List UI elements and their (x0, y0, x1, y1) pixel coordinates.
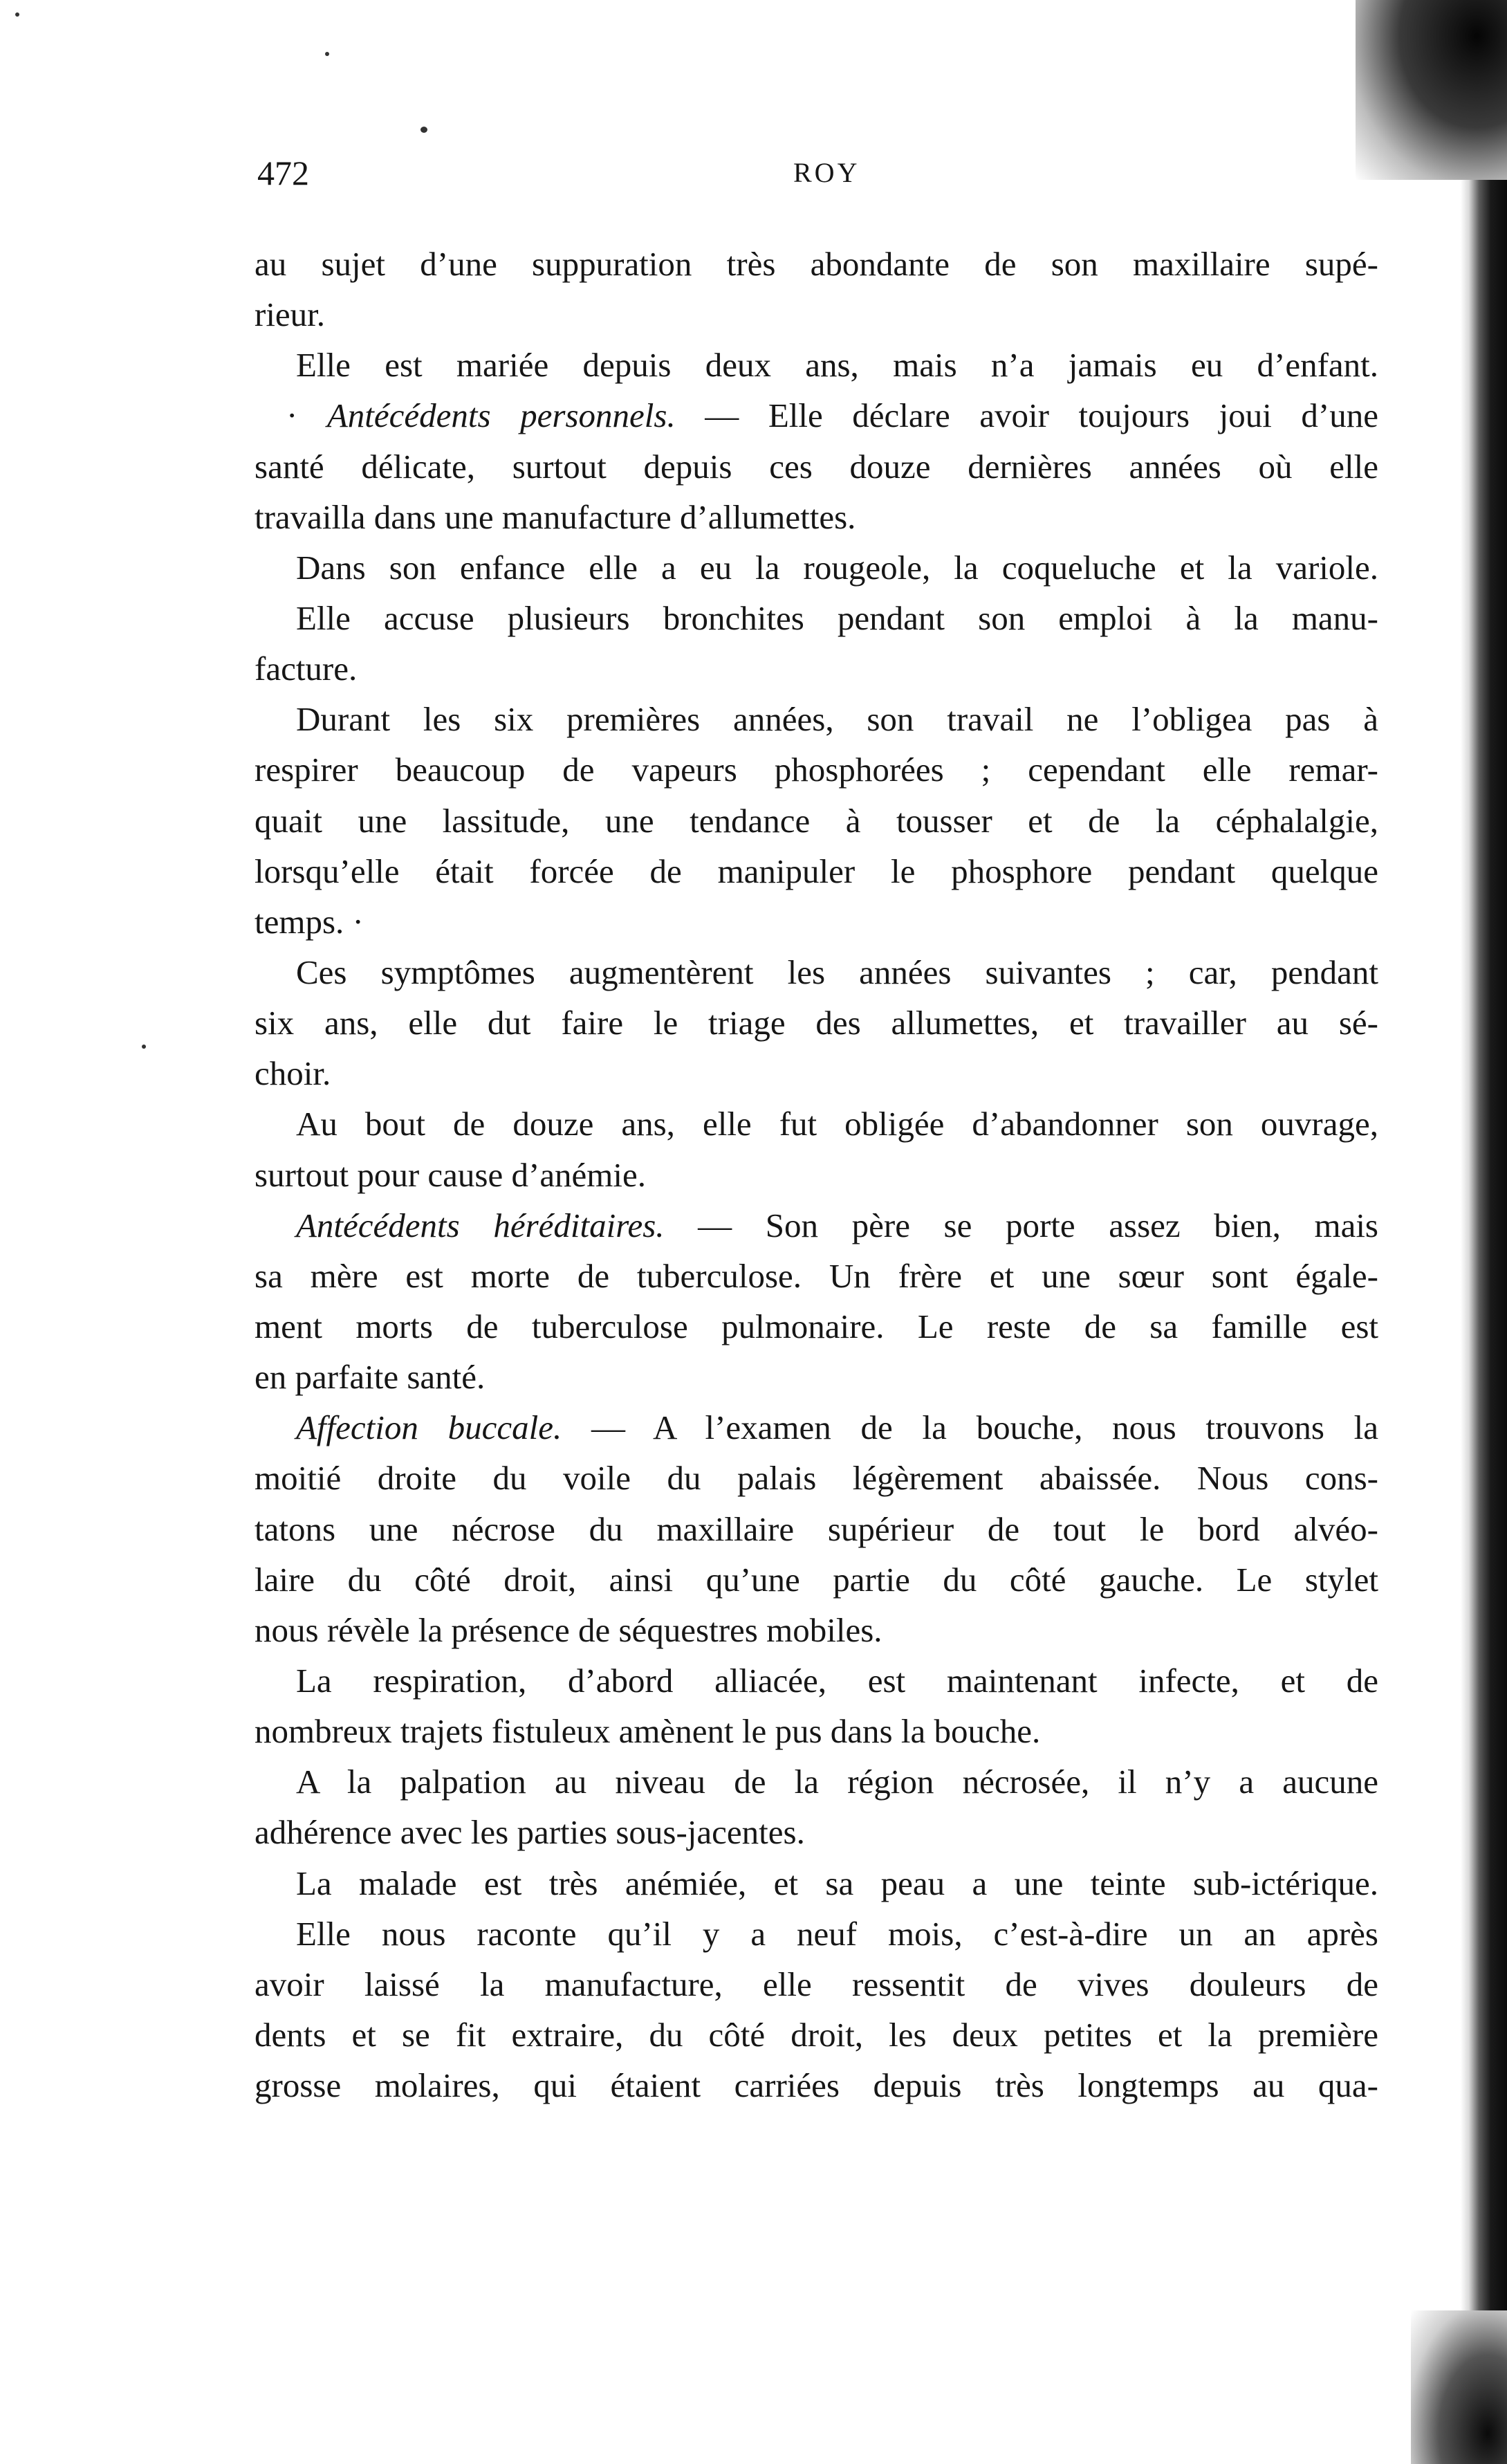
page-number: 472 (257, 154, 309, 192)
text-segment: tatons une nécrose du maxillaire supérieur de tout le bord alvéo- (255, 1509, 1378, 1548)
text-segment: · (286, 396, 327, 435)
text-segment: respirer beaucoup de vapeurs phosphorées ; cependant elle remar- (255, 751, 1378, 789)
text-segment: Dans son enfance elle a eu la rougeole, la coqueluche et la variole. (296, 548, 1378, 587)
text-segment: santé délicate, surtout depuis ces douze dernières années où elle (255, 447, 1378, 486)
text-segment: six ans, elle dut faire le triage des allumettes, et travailler au sé- (255, 1004, 1378, 1042)
text-segment: temps. · (255, 902, 364, 941)
text-segment: ment morts de tuberculose pulmonaire. Le reste de sa famille est (255, 1307, 1378, 1345)
page-edge-shadow-bottom (1411, 2310, 1507, 2464)
text-line (255, 542, 1378, 593)
text-line (255, 1150, 1378, 1200)
section-heading: Antécédents personnels. (326, 396, 676, 435)
text-segment: grosse molaires, qui étaient carriées depuis très longtemps au qua- (255, 2066, 1378, 2105)
text-line (255, 997, 1378, 1048)
text-segment: lorsqu’elle était forcée de manipuler le phosphore pendant quelque (255, 852, 1378, 890)
text-segment: Elle est mariée depuis deux ans, mais n’a jamais eu d’enfant. (296, 346, 1378, 385)
running-head: ROY (793, 157, 860, 188)
text-segment: sa mère est morte de tuberculose. Un frère et une sœur sont égale- (255, 1256, 1378, 1295)
text-line (255, 1200, 1378, 1251)
text-line (255, 796, 1378, 846)
text-segment: Ces symptômes augmentèrent les années suivantes ; car, pendant (296, 953, 1378, 991)
text-segment: Elle accuse plusieurs bronchites pendant son emploi à la manu- (296, 598, 1378, 637)
text-line (255, 1605, 1378, 1655)
text-segment: quait une lassitude, une tendance à tousser et de la céphalalgie, (255, 801, 1378, 840)
text-line (255, 1807, 1378, 1857)
text-segment: dents et se fit extraire, du côté droit, les deux petites et la première (255, 2015, 1378, 2054)
text-segment: adhérence avec les parties sous-jacentes. (255, 1813, 805, 1852)
text-line (255, 1959, 1378, 2010)
text-line (255, 441, 1378, 492)
body-text (255, 239, 1378, 2111)
scan-speck (420, 127, 427, 133)
text-line (255, 1048, 1378, 1098)
text-line (255, 897, 1378, 947)
text-line (255, 340, 1378, 390)
scan-speck (15, 12, 19, 17)
text-line (255, 1909, 1378, 1959)
text-line (255, 1251, 1378, 1301)
text-line (255, 1554, 1378, 1605)
page-header (257, 149, 1385, 197)
text-segment: — Son père se porte assez bien, mais (664, 1206, 1378, 1244)
text-segment: Elle nous raconte qu’il y a neuf mois, c’est-à-dire un an après (296, 1914, 1378, 1953)
text-segment: nombreux trajets fistuleux amènent le pus dans la bouche. (255, 1712, 1041, 1751)
text-line (255, 1504, 1378, 1554)
text-segment: moitié droite du voile du palais légèrement abaissée. Nous cons- (255, 1459, 1378, 1498)
text-segment: — Elle déclare avoir toujours joui d’une (675, 396, 1378, 435)
text-segment: A la palpation au niveau de la région nécrosée, il n’y a aucune (296, 1763, 1378, 1801)
text-line (255, 2060, 1378, 2111)
text-line (255, 1098, 1378, 1149)
section-heading: Affection buccale. (296, 1408, 562, 1447)
text-line (255, 744, 1378, 795)
text-segment: facture. (255, 650, 358, 688)
text-line (255, 492, 1378, 542)
text-line (255, 1453, 1378, 1503)
text-line (255, 239, 1378, 289)
text-line (255, 947, 1378, 997)
text-line (255, 390, 1378, 441)
text-line (255, 1858, 1378, 1909)
text-segment: Au bout de douze ans, elle fut obligée d’abandonner son ouvrage, (296, 1105, 1378, 1143)
scan-speck (325, 52, 329, 56)
text-line (255, 643, 1378, 694)
scan-speck (142, 1045, 146, 1049)
text-segment: Durant les six premières années, son travail ne l’obligea pas à (296, 700, 1378, 739)
text-segment: nous révèle la présence de séquestres mobiles. (255, 1610, 882, 1649)
text-segment: La respiration, d’abord alliacée, est maintenant infecte, et de (296, 1661, 1378, 1700)
page-edge-shadow (1461, 0, 1507, 2464)
text-line (255, 846, 1378, 897)
text-line (255, 1352, 1378, 1402)
text-line (255, 289, 1378, 340)
text-line (255, 593, 1378, 643)
text-segment: avoir laissé la manufacture, elle ressentit de vives douleurs de (255, 1965, 1378, 2003)
text-segment: La malade est très anémiée, et sa peau a une teinte sub-ictérique. (296, 1864, 1378, 1902)
text-line (255, 1706, 1378, 1756)
text-line (255, 1655, 1378, 1706)
text-line (255, 1301, 1378, 1352)
text-segment: travailla dans une manufacture d’allumettes. (255, 497, 856, 536)
text-line (255, 1756, 1378, 1807)
text-segment: surtout pour cause d’anémie. (255, 1155, 647, 1194)
text-segment: choir. (255, 1054, 331, 1093)
text-segment: au sujet d’une suppuration très abondante de son maxillaire supé- (255, 245, 1378, 283)
text-segment: — A l’examen de la bouche, nous trouvons la (562, 1408, 1379, 1447)
text-line (255, 1402, 1378, 1453)
text-segment: laire du côté droit, ainsi qu’une partie du côté gauche. Le stylet (255, 1560, 1378, 1599)
section-heading: Antécédents héréditaires. (296, 1206, 665, 1244)
text-segment: rieur. (255, 295, 326, 334)
text-segment: en parfaite santé. (255, 1358, 486, 1397)
text-line (255, 694, 1378, 744)
text-line (255, 2010, 1378, 2060)
